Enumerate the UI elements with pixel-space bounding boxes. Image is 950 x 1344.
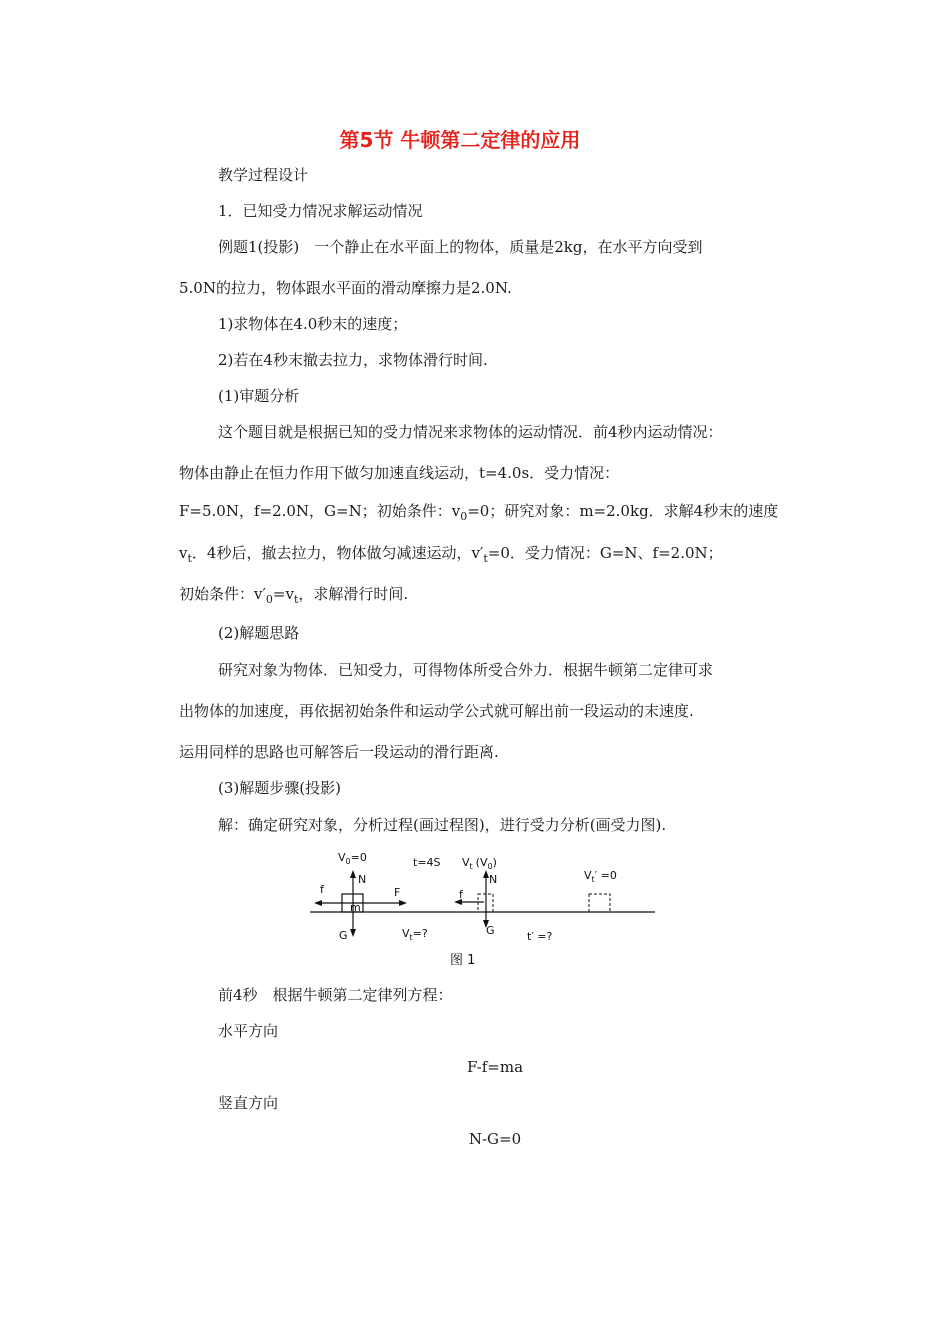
text-segment: v xyxy=(179,544,188,562)
label-part: V xyxy=(338,851,346,864)
subscript: 0 xyxy=(265,593,273,606)
label-t-prime-unknown: t′ =? xyxy=(527,930,553,943)
label-part: ′ =0 xyxy=(594,869,617,882)
arrow-n-icon xyxy=(350,870,356,878)
label-n2: N xyxy=(489,873,498,886)
analysis-line-3 xyxy=(179,501,778,521)
steps-line-1: 解：确定研究对象，分析过程(画过程图)，进行受力分析(画受力图). xyxy=(218,816,667,834)
analysis-line-4 xyxy=(179,543,723,563)
label-sub: t xyxy=(591,875,595,884)
process-diagram xyxy=(300,842,660,972)
text-segment: =v xyxy=(272,585,294,603)
approach-heading: (2)解题思路 xyxy=(218,624,300,642)
label-g: G xyxy=(339,929,348,942)
label-big-f: F xyxy=(394,886,401,899)
subscript: t xyxy=(187,552,192,565)
label-part: V xyxy=(402,927,410,940)
text-segment: ，求解滑行时间. xyxy=(298,585,409,603)
label-vt-unknown xyxy=(402,927,428,942)
example-line-2: 5.0N的拉力，物体跟水平面的滑动摩擦力是2.0N. xyxy=(179,279,512,297)
arrow-friction-icon xyxy=(314,900,322,906)
equation-1: F-f=ma xyxy=(466,1058,524,1076)
label-part: V xyxy=(462,856,470,869)
equation-2: N-G=0 xyxy=(468,1130,522,1148)
label-part: =0 xyxy=(350,851,367,864)
analysis-heading: (1)审题分析 xyxy=(218,387,300,405)
subscript: 0 xyxy=(460,510,468,523)
analysis-line-5 xyxy=(179,584,408,604)
label-sub: 0 xyxy=(345,857,351,866)
label-t: t=4S xyxy=(413,856,441,869)
subscript: t xyxy=(293,593,299,606)
label-m: m xyxy=(350,901,361,914)
label-v0 xyxy=(338,851,367,866)
question-1: 1)求物体在4.0秒末的速度； xyxy=(218,315,408,333)
approach-line-2: 出物体的加速度，再依据初始条件和运动学公式就可解出前一段运动的末速度. xyxy=(179,702,694,720)
label-part: V xyxy=(584,869,592,882)
example-line-1: 例题1(投影) 一个静止在水平面上的物体，质量是2kg，在水平方向受到 xyxy=(218,238,703,256)
label-f2: f xyxy=(459,888,463,901)
text-segment: 初始条件：v′ xyxy=(179,585,266,603)
analysis-line-2: 物体由静止在恒力作用下做匀加速直线运动，t=4.0s．受力情况： xyxy=(179,464,620,482)
text-segment: ．4秒后，撤去拉力，物体做匀减速运动，v′ xyxy=(191,544,484,562)
steps-heading: (3)解题步骤(投影) xyxy=(218,779,341,797)
label-sub: t xyxy=(409,933,413,942)
heading-teaching-design: 教学过程设计 xyxy=(218,166,309,184)
approach-line-1: 研究对象为物体．已知受力，可得物体所受合外力．根据牛顿第二定律可求 xyxy=(218,661,714,679)
label-vt-v0 xyxy=(462,856,497,871)
label-n: N xyxy=(358,873,367,886)
approach-line-3: 运用同样的思路也可解答后一段运动的滑行距离. xyxy=(179,743,499,761)
page-title: 第5节 牛顿第二定律的应用 xyxy=(339,128,581,152)
text-segment: =0；研究对象：m=2.0kg．求解4秒末的速度 xyxy=(467,502,779,520)
question-2: 2)若在4秒末撤去拉力，求物体滑行时间. xyxy=(218,351,488,369)
text-segment: F=5.0N，f=2.0N，G=N；初始条件：v xyxy=(179,502,461,520)
horizontal-direction-label: 水平方向 xyxy=(218,1022,279,1040)
label-part: (V xyxy=(475,856,488,869)
label-part: ) xyxy=(492,856,497,869)
subscript: t xyxy=(483,552,488,565)
block-dashed-end xyxy=(589,894,610,912)
vertical-direction-label: 竖直方向 xyxy=(218,1094,279,1112)
label-g2: G xyxy=(486,924,495,937)
arrow-g-icon xyxy=(350,929,356,937)
section-1-heading: 1．已知受力情况求解运动情况 xyxy=(218,202,423,220)
first-4s-line: 前4秒 根据牛顿第二定律列方程： xyxy=(218,986,453,1004)
analysis-line-1: 这个题目就是根据已知的受力情况来求物体的运动情况．前4秒内运动情况： xyxy=(218,423,723,441)
label-f: f xyxy=(320,883,324,896)
text-segment: =0．受力情况：G=N、f=2.0N； xyxy=(487,544,723,562)
label-sub: t xyxy=(469,862,473,871)
label-sub: 0 xyxy=(487,862,493,871)
arrow-pull-icon xyxy=(399,900,407,906)
figure-caption: 图 1 xyxy=(450,953,476,968)
label-part: =? xyxy=(412,927,428,940)
label-vt-prime xyxy=(584,869,617,884)
